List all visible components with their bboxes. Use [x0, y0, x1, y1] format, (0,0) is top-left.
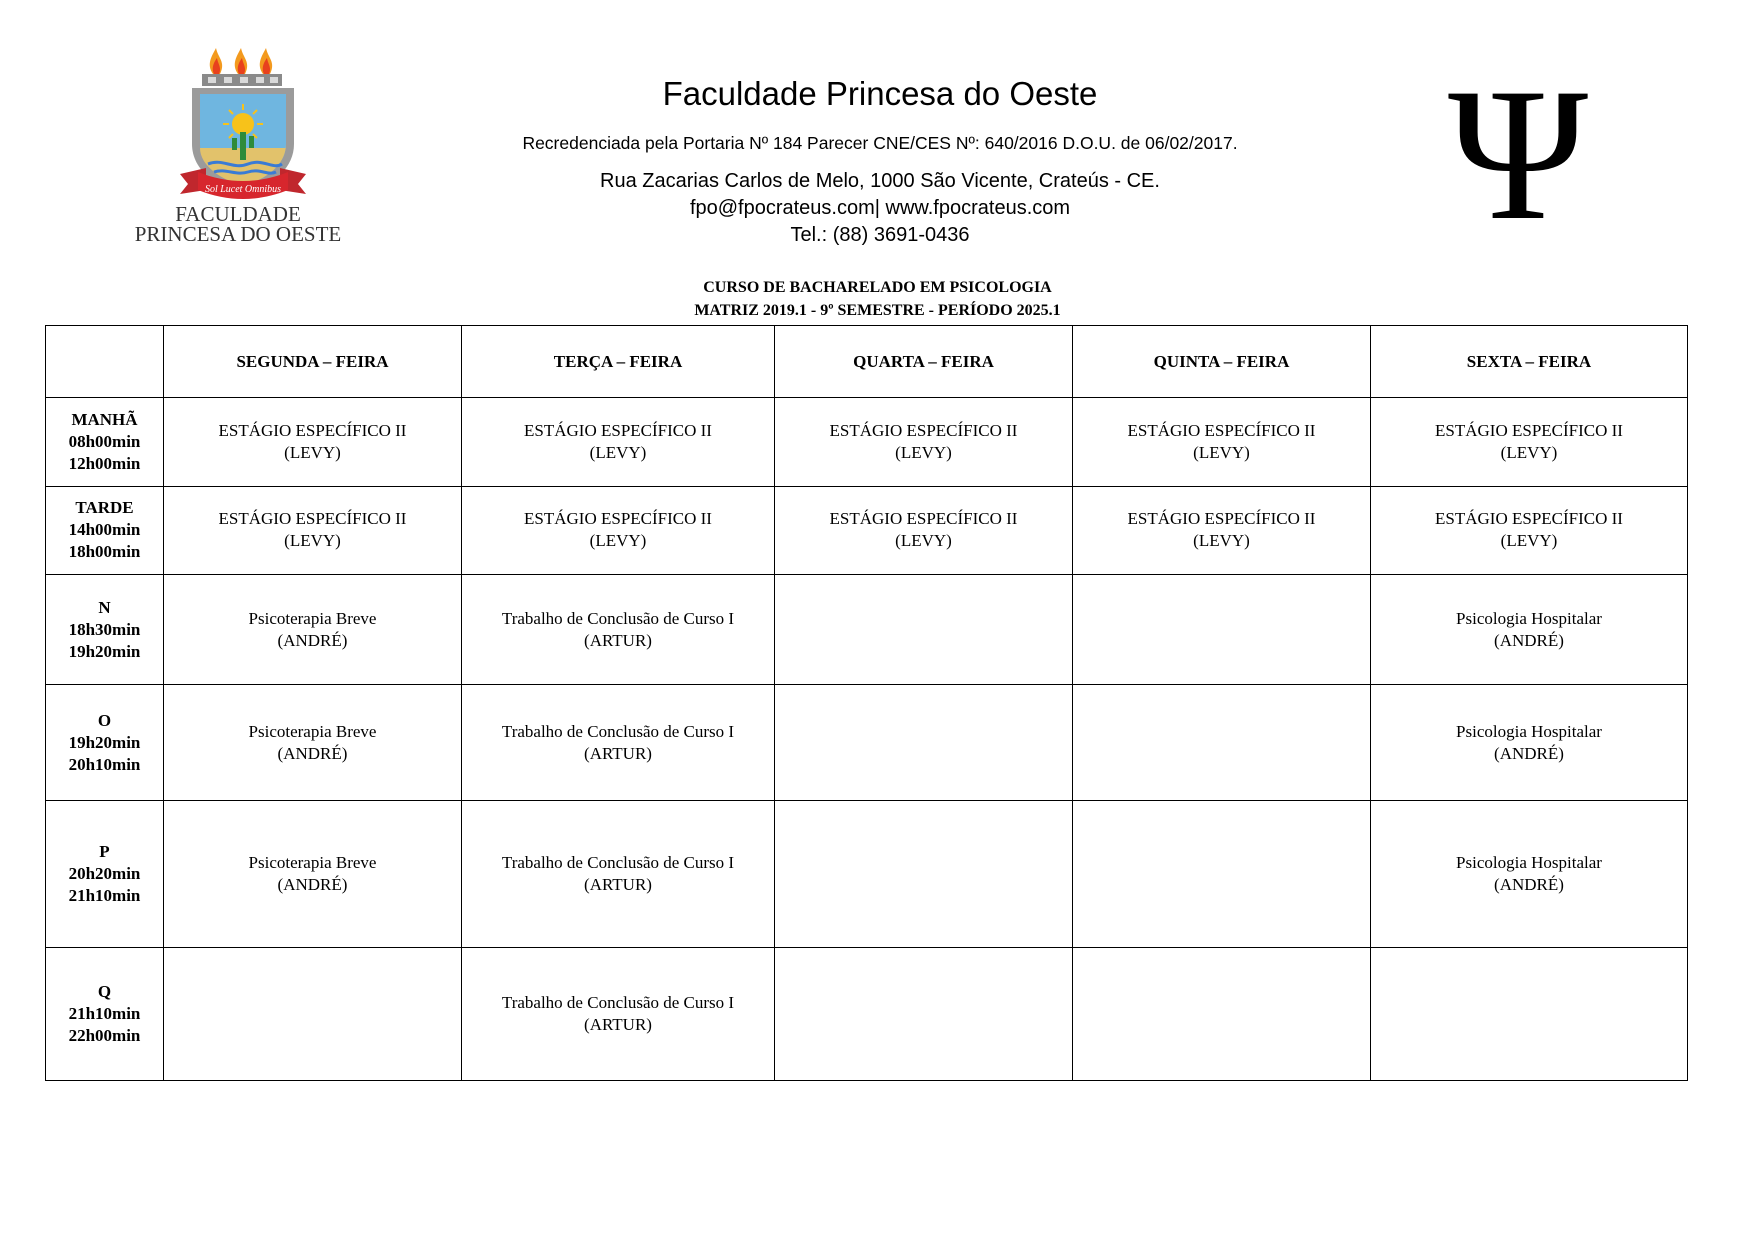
corner-cell — [46, 326, 164, 398]
slot-end: 19h20min — [68, 641, 141, 661]
teacher: (LEVY) — [1500, 531, 1558, 551]
letterhead — [440, 70, 1320, 249]
slot-end: 20h10min — [68, 754, 141, 774]
course-period: MATRIZ 2019.1 - 9º SEMESTRE - PERÍODO 2025.1 — [694, 302, 1061, 319]
subject: Psicoterapia Breve — [248, 721, 377, 741]
class-cell — [1371, 948, 1688, 1081]
class-cell — [775, 800, 1073, 948]
class-cell — [1073, 685, 1371, 800]
teacher: (ANDRÉ) — [1494, 743, 1564, 763]
class-cell — [1371, 398, 1688, 486]
subject: Psicologia Hospitalar — [1456, 721, 1602, 741]
slot-start: 14h00min — [68, 520, 141, 540]
slot-label: Q — [97, 982, 112, 1002]
teacher: (ANDRÉ) — [1494, 630, 1564, 650]
class-cell — [775, 948, 1073, 1081]
subject: ESTÁGIO ESPECÍFICO II — [829, 420, 1018, 440]
table-row — [46, 574, 1688, 684]
class-cell — [462, 948, 775, 1081]
teacher: (LEVY) — [1193, 531, 1250, 551]
psi-glyph: Ψ — [1447, 76, 1589, 226]
subject: Psicoterapia Breve — [248, 853, 377, 873]
subject: Trabalho de Conclusão de Curso I — [501, 721, 735, 741]
subject: Psicologia Hospitalar — [1456, 608, 1602, 628]
day-header: QUARTA – FEIRA — [775, 326, 1073, 398]
class-cell — [164, 398, 462, 486]
class-cell — [1073, 486, 1371, 574]
slot-label: N — [98, 597, 111, 617]
class-cell — [1073, 800, 1371, 948]
table-row — [46, 800, 1688, 948]
class-cell — [462, 574, 775, 684]
class-cell — [1073, 398, 1371, 486]
schedule-table — [45, 325, 1688, 1081]
slot-start: 21h10min — [68, 1004, 141, 1024]
institution-title: Faculdade Princesa do Oeste — [662, 75, 1098, 112]
logo-institution-name — [128, 204, 348, 244]
class-cell — [775, 685, 1073, 800]
time-slot-cell — [46, 486, 164, 574]
subject: ESTÁGIO ESPECÍFICO II — [1127, 420, 1316, 440]
logo-motto: Sol Lucet Omnibus — [204, 184, 282, 195]
course-heading — [0, 276, 1755, 322]
class-cell — [462, 685, 775, 800]
slot-start: 19h20min — [68, 732, 141, 752]
time-slot-cell — [46, 948, 164, 1081]
address-text: Rua Zacarias Carlos de Melo, 1000 São Vicente, Crateús - CE. — [600, 170, 1160, 192]
subject: Psicologia Hospitalar — [1456, 853, 1602, 873]
class-cell — [775, 486, 1073, 574]
slot-end: 21h10min — [68, 886, 141, 906]
teacher: (ARTUR) — [584, 875, 652, 895]
slot-label: MANHÃ — [71, 409, 138, 429]
time-slot-cell — [46, 398, 164, 486]
header-row — [46, 326, 1688, 398]
subject: ESTÁGIO ESPECÍFICO II — [1435, 420, 1623, 440]
subject: ESTÁGIO ESPECÍFICO II — [1435, 509, 1623, 529]
subject: Psicoterapia Breve — [248, 608, 377, 628]
crest-emblem — [178, 44, 308, 210]
teacher: (ARTUR) — [584, 743, 652, 763]
class-cell — [775, 398, 1073, 486]
class-cell — [1371, 800, 1688, 948]
day-header: SEGUNDA – FEIRA — [164, 326, 462, 398]
day-header: QUINTA – FEIRA — [1073, 326, 1371, 398]
teacher: (LEVY) — [589, 442, 647, 462]
class-cell — [1371, 685, 1688, 800]
day-header: TERÇA – FEIRA — [462, 326, 775, 398]
subject: Trabalho de Conclusão de Curso I — [501, 853, 735, 873]
slot-start: 20h20min — [68, 864, 141, 884]
subject: Trabalho de Conclusão de Curso I — [501, 608, 735, 628]
teacher: (LEVY) — [895, 442, 952, 462]
slot-label: O — [97, 710, 112, 730]
subject: ESTÁGIO ESPECÍFICO II — [218, 509, 407, 529]
psi-symbol — [1430, 76, 1606, 226]
class-cell — [1073, 574, 1371, 684]
slot-start: 08h00min — [68, 431, 141, 451]
class-cell — [164, 486, 462, 574]
time-slot-cell — [46, 685, 164, 800]
accreditation-text: Recredenciada pela Portaria Nº 184 Parecer CNE/CES Nº: 640/2016 D.O.U. de 06/02/2017. — [522, 133, 1238, 153]
teacher: (LEVY) — [589, 531, 647, 551]
teacher: (ANDRÉ) — [277, 630, 348, 650]
teacher: (ARTUR) — [584, 1015, 652, 1035]
teacher: (ANDRÉ) — [1494, 875, 1564, 895]
class-cell — [462, 800, 775, 948]
subject: ESTÁGIO ESPECÍFICO II — [1127, 509, 1316, 529]
teacher: (ANDRÉ) — [277, 875, 348, 895]
phone-text: Tel.: (88) 3691-0436 — [790, 224, 970, 246]
class-cell — [775, 574, 1073, 684]
course-name: CURSO DE BACHARELADO EM PSICOLOGIA — [703, 279, 1052, 296]
teacher: (ARTUR) — [584, 630, 652, 650]
subject: ESTÁGIO ESPECÍFICO II — [218, 420, 407, 440]
slot-end: 22h00min — [68, 1026, 141, 1046]
class-cell — [164, 574, 462, 684]
teacher: (LEVY) — [284, 531, 341, 551]
logo-name-line1: FACULDADE — [175, 202, 301, 226]
class-cell — [462, 398, 775, 486]
class-cell — [1371, 486, 1688, 574]
teacher: (LEVY) — [1500, 442, 1558, 462]
logo-name-line2: PRINCESA DO OESTE — [134, 222, 342, 246]
subject: ESTÁGIO ESPECÍFICO II — [524, 420, 712, 440]
slot-end: 18h00min — [68, 542, 141, 562]
teacher: (ANDRÉ) — [277, 743, 348, 763]
class-cell — [1371, 574, 1688, 684]
table-row — [46, 685, 1688, 800]
day-header: SEXTA – FEIRA — [1371, 326, 1688, 398]
teacher: (LEVY) — [1193, 442, 1250, 462]
class-cell — [462, 486, 775, 574]
table-row — [46, 398, 1688, 486]
table-row — [46, 948, 1688, 1081]
class-cell — [164, 948, 462, 1081]
contact-text: fpo@fpocrateus.com| www.fpocrateus.com — [689, 197, 1071, 219]
subject: ESTÁGIO ESPECÍFICO II — [829, 509, 1018, 529]
class-cell — [164, 685, 462, 800]
time-slot-cell — [46, 800, 164, 948]
table-row — [46, 486, 1688, 574]
teacher: (LEVY) — [895, 531, 952, 551]
subject: Trabalho de Conclusão de Curso I — [501, 993, 735, 1013]
time-slot-cell — [46, 574, 164, 684]
class-cell — [164, 800, 462, 948]
institution-logo — [128, 44, 348, 244]
slot-start: 18h30min — [68, 619, 141, 639]
class-cell — [1073, 948, 1371, 1081]
slot-end: 12h00min — [68, 453, 141, 473]
slot-label: TARDE — [75, 498, 134, 518]
teacher: (LEVY) — [284, 442, 341, 462]
slot-label: P — [99, 842, 110, 862]
subject: ESTÁGIO ESPECÍFICO II — [524, 509, 712, 529]
